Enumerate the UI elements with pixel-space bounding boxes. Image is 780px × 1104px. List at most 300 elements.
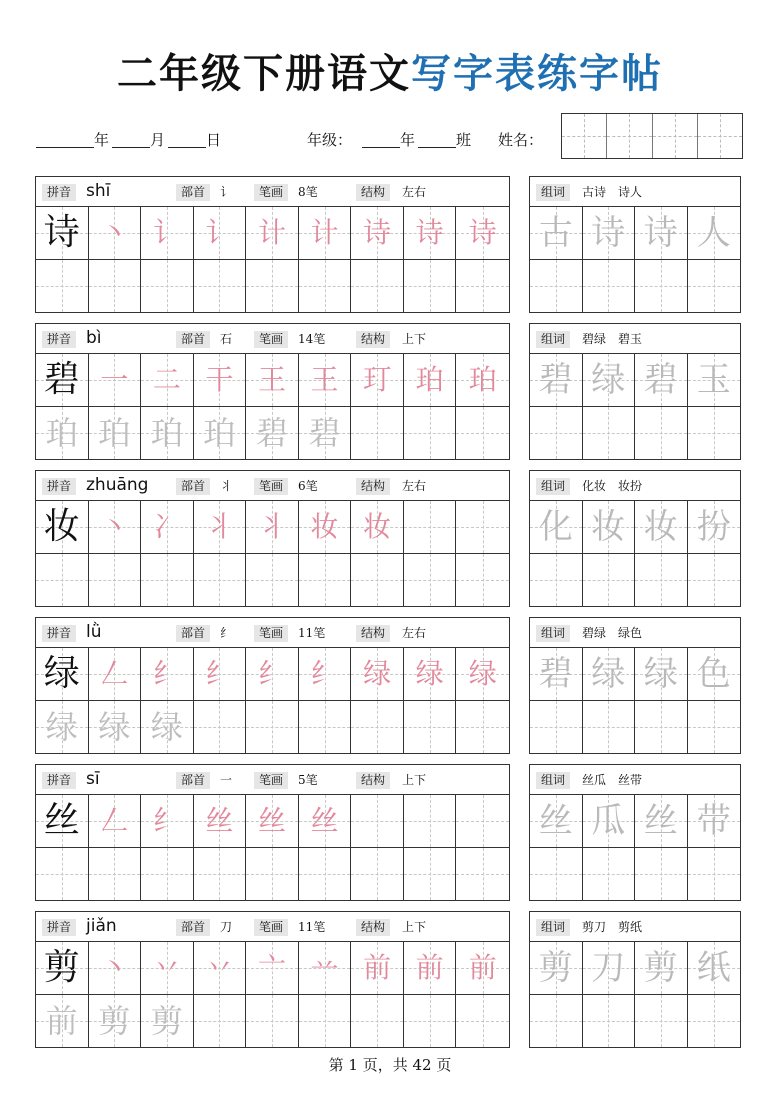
stroke-step-glyph: 碧 — [308, 413, 341, 452]
practice-cell[interactable] — [89, 207, 142, 260]
char-info-header — [36, 765, 509, 795]
radical-value: 讠 — [220, 185, 233, 199]
stroke-step-glyph: 绿 — [150, 707, 183, 746]
practice-cell[interactable] — [36, 207, 89, 260]
practice-cell[interactable] — [456, 207, 509, 260]
word-practice-panel — [529, 764, 741, 901]
stroke-step-glyph: 纟 — [257, 656, 286, 690]
words-label: 组词 — [536, 331, 570, 348]
class-blank[interactable] — [418, 147, 456, 148]
stroke-step-glyph: 绿 — [415, 656, 444, 690]
practice-cell[interactable] — [246, 260, 299, 313]
practice-cell[interactable] — [36, 848, 89, 901]
practice-cell[interactable] — [141, 795, 194, 848]
practice-cell[interactable] — [456, 795, 509, 848]
radical-value: 纟 — [220, 626, 233, 640]
word-cell[interactable] — [530, 995, 583, 1048]
practice-cell[interactable] — [246, 554, 299, 607]
char-info-header — [36, 618, 509, 648]
practice-cell[interactable] — [246, 995, 299, 1048]
stroke-step-glyph: 二 — [152, 362, 181, 396]
practice-cell[interactable] — [299, 354, 352, 407]
word-cell[interactable] — [635, 407, 688, 460]
practice-cell[interactable] — [36, 354, 89, 407]
pinyin-label: 拼音 — [42, 331, 76, 348]
practice-cell[interactable] — [351, 354, 404, 407]
word-cell[interactable] — [583, 260, 636, 313]
stroke-step-glyph: 前 — [468, 950, 497, 984]
practice-cell[interactable] — [141, 501, 194, 554]
word-cell[interactable] — [530, 701, 583, 754]
practice-cell[interactable] — [89, 795, 142, 848]
practice-cell[interactable] — [246, 942, 299, 995]
practice-cell[interactable] — [404, 795, 457, 848]
word-cell[interactable] — [530, 354, 583, 407]
word-trace-glyph: 碧 — [643, 359, 678, 400]
stroke-step-glyph: 讠 — [152, 215, 181, 249]
pinyin-value: lǜ — [86, 622, 102, 642]
char-info-header — [36, 912, 509, 942]
practice-cell[interactable] — [194, 795, 247, 848]
practice-cell[interactable] — [194, 260, 247, 313]
practice-cell[interactable] — [141, 407, 194, 460]
practice-cell[interactable] — [299, 207, 352, 260]
word-cell[interactable] — [635, 501, 688, 554]
word-cell[interactable] — [583, 848, 636, 901]
word-cell[interactable] — [530, 648, 583, 701]
word-cell[interactable] — [688, 260, 741, 313]
practice-cell[interactable] — [141, 701, 194, 754]
practice-cell[interactable] — [89, 942, 142, 995]
practice-cell[interactable] — [404, 354, 457, 407]
word-cell[interactable] — [583, 648, 636, 701]
word-cell[interactable] — [688, 848, 741, 901]
structure-value: 左右 — [402, 185, 427, 199]
pinyin-label: 拼音 — [42, 625, 76, 642]
practice-cell[interactable] — [404, 407, 457, 460]
stroke-step-glyph: 丶 — [100, 215, 129, 249]
word-cell[interactable] — [635, 848, 688, 901]
practice-cell[interactable] — [246, 207, 299, 260]
word-cell[interactable] — [530, 942, 583, 995]
char-info-header — [36, 471, 509, 501]
name-writing-box[interactable] — [561, 113, 743, 159]
practice-cell[interactable] — [299, 701, 352, 754]
word-practice-panel — [529, 470, 741, 607]
radical-value: 一 — [220, 773, 233, 787]
word-trace-glyph: 妆 — [591, 506, 626, 547]
words-header — [530, 618, 740, 648]
word-trace-glyph: 瓜 — [591, 800, 626, 841]
stroke-count-label: 笔画 — [254, 331, 288, 348]
word-trace-glyph: 刀 — [591, 947, 626, 988]
stroke-step-glyph: 前 — [363, 950, 392, 984]
structure-value: 左右 — [402, 479, 427, 493]
words-label: 组词 — [536, 625, 570, 642]
character-block — [35, 911, 741, 1048]
practice-cell[interactable] — [404, 942, 457, 995]
stroke-step-glyph: 玎 — [363, 362, 392, 396]
radical-label: 部首 — [176, 478, 210, 495]
practice-cell[interactable] — [194, 354, 247, 407]
practice-cell[interactable] — [299, 554, 352, 607]
practice-cell[interactable] — [404, 995, 457, 1048]
words-value: 剪刀 剪纸 — [582, 920, 643, 934]
stroke-practice-panel — [35, 911, 510, 1048]
word-trace-glyph: 剪 — [643, 947, 678, 988]
stroke-count-value: 6笔 — [298, 479, 318, 493]
word-trace-glyph: 妆 — [643, 506, 678, 547]
stroke-step-glyph: 丶 — [100, 950, 129, 984]
word-trace-glyph: 绿 — [591, 359, 626, 400]
practice-cell[interactable] — [456, 554, 509, 607]
practice-cell[interactable] — [89, 501, 142, 554]
practice-cell[interactable] — [351, 995, 404, 1048]
stroke-count-label: 笔画 — [254, 919, 288, 936]
word-cell[interactable] — [635, 207, 688, 260]
practice-cell[interactable] — [141, 554, 194, 607]
stroke-count-value: 8笔 — [298, 185, 318, 199]
practice-cell[interactable] — [404, 554, 457, 607]
practice-cell[interactable] — [299, 942, 352, 995]
word-cell[interactable] — [688, 701, 741, 754]
practice-cell[interactable] — [456, 501, 509, 554]
practice-cell[interactable] — [194, 554, 247, 607]
structure-value: 左右 — [402, 626, 427, 640]
stroke-step-glyph: 计 — [257, 215, 286, 249]
character-block — [35, 176, 741, 313]
radical-label: 部首 — [176, 625, 210, 642]
page-footer: 第 1 页，共 42 页 — [328, 1056, 452, 1074]
practice-cell[interactable] — [246, 407, 299, 460]
character-block — [35, 764, 741, 901]
practice-cell[interactable] — [89, 554, 142, 607]
stroke-practice-panel — [35, 470, 510, 607]
student-info-row — [36, 128, 556, 152]
word-cell[interactable] — [688, 554, 741, 607]
practice-cell[interactable] — [194, 848, 247, 901]
practice-cell[interactable] — [456, 942, 509, 995]
pinyin-label: 拼音 — [42, 184, 76, 201]
practice-cell[interactable] — [351, 407, 404, 460]
practice-cell[interactable] — [456, 354, 509, 407]
word-trace-glyph: 带 — [696, 800, 731, 841]
words-header — [530, 177, 740, 207]
stroke-step-glyph: 前 — [415, 950, 444, 984]
word-cell[interactable] — [688, 407, 741, 460]
word-cell[interactable] — [635, 942, 688, 995]
radical-label: 部首 — [176, 331, 210, 348]
title-part-1: 二年级下册语文 — [117, 51, 411, 97]
practice-cell[interactable] — [141, 260, 194, 313]
word-trace-glyph: 绿 — [591, 653, 626, 694]
word-trace-glyph: 人 — [696, 212, 731, 253]
word-cell[interactable] — [583, 995, 636, 1048]
practice-cell[interactable] — [351, 848, 404, 901]
practice-cell[interactable] — [456, 648, 509, 701]
stroke-step-glyph: 珀 — [150, 413, 183, 452]
practice-cell[interactable] — [194, 407, 247, 460]
practice-cell[interactable] — [36, 995, 89, 1048]
practice-cell[interactable] — [246, 848, 299, 901]
char-info-header — [36, 177, 509, 207]
word-trace-glyph: 诗 — [643, 212, 678, 253]
practice-cell[interactable] — [351, 942, 404, 995]
practice-cell[interactable] — [141, 995, 194, 1048]
word-trace-glyph: 扮 — [696, 506, 731, 547]
practice-cell[interactable] — [36, 501, 89, 554]
word-practice-panel — [529, 911, 741, 1048]
practice-cell[interactable] — [36, 648, 89, 701]
words-value: 古诗 诗人 — [582, 185, 643, 199]
practice-cell[interactable] — [404, 260, 457, 313]
word-trace-glyph: 剪 — [538, 947, 573, 988]
stroke-step-glyph: 计 — [310, 215, 339, 249]
stroke-step-glyph: 珀 — [98, 413, 131, 452]
stroke-count-value: 5笔 — [298, 773, 318, 787]
word-cell[interactable] — [688, 795, 741, 848]
model-character: 丝 — [43, 799, 80, 841]
stroke-count-label: 笔画 — [254, 625, 288, 642]
model-character: 剪 — [43, 946, 80, 988]
word-cell[interactable] — [635, 554, 688, 607]
practice-cell[interactable] — [141, 207, 194, 260]
stroke-step-glyph: 亠 — [257, 950, 286, 984]
word-trace-glyph: 碧 — [538, 653, 573, 694]
practice-cell[interactable] — [351, 207, 404, 260]
practice-cell[interactable] — [194, 648, 247, 701]
pinyin-value: zhuāng — [86, 475, 149, 495]
stroke-step-glyph: 妆 — [363, 509, 392, 543]
practice-cell[interactable] — [141, 848, 194, 901]
word-cell[interactable] — [635, 995, 688, 1048]
practice-cell[interactable] — [456, 407, 509, 460]
practice-cell[interactable] — [194, 701, 247, 754]
structure-value: 上下 — [402, 332, 427, 346]
pinyin-value: jiǎn — [86, 916, 117, 936]
year-blank[interactable] — [36, 147, 94, 148]
practice-cell[interactable] — [351, 701, 404, 754]
grade-blank[interactable] — [362, 147, 400, 148]
stroke-step-glyph: 绿 — [468, 656, 497, 690]
month-blank[interactable] — [112, 147, 150, 148]
word-cell[interactable] — [635, 795, 688, 848]
stroke-step-glyph: 诗 — [468, 215, 497, 249]
word-cell[interactable] — [688, 501, 741, 554]
structure-value: 上下 — [402, 920, 427, 934]
practice-cell[interactable] — [141, 354, 194, 407]
word-trace-glyph: 碧 — [538, 359, 573, 400]
stroke-practice-panel — [35, 617, 510, 754]
practice-cell[interactable] — [299, 995, 352, 1048]
stroke-step-glyph: 干 — [205, 362, 234, 396]
practice-cell[interactable] — [141, 648, 194, 701]
word-cell[interactable] — [688, 648, 741, 701]
practice-cell[interactable] — [456, 848, 509, 901]
word-trace-glyph: 纸 — [696, 947, 731, 988]
pinyin-label: 拼音 — [42, 478, 76, 495]
word-cell[interactable] — [688, 354, 741, 407]
practice-cell[interactable] — [36, 795, 89, 848]
practice-cell[interactable] — [89, 354, 142, 407]
practice-cell[interactable] — [456, 995, 509, 1048]
word-cell[interactable] — [583, 354, 636, 407]
practice-cell[interactable] — [404, 848, 457, 901]
practice-cell[interactable] — [89, 648, 142, 701]
practice-cell[interactable] — [89, 701, 142, 754]
name-cell[interactable] — [562, 114, 607, 158]
practice-cell[interactable] — [194, 942, 247, 995]
stroke-step-glyph: 䒑 — [310, 950, 339, 984]
practice-cell[interactable] — [89, 848, 142, 901]
word-cell[interactable] — [530, 554, 583, 607]
practice-cell[interactable] — [36, 407, 89, 460]
practice-cell[interactable] — [246, 501, 299, 554]
words-value: 碧绿 绿色 — [582, 626, 643, 640]
word-trace-glyph: 化 — [538, 506, 573, 547]
day-blank[interactable] — [168, 147, 206, 148]
stroke-practice-panel — [35, 323, 510, 460]
word-cell[interactable] — [635, 354, 688, 407]
word-cell[interactable] — [530, 848, 583, 901]
word-cell[interactable] — [583, 554, 636, 607]
stroke-step-glyph: 剪 — [98, 1001, 131, 1040]
stroke-count-label: 笔画 — [254, 184, 288, 201]
word-cell[interactable] — [688, 942, 741, 995]
practice-cell[interactable] — [456, 701, 509, 754]
word-cell[interactable] — [530, 501, 583, 554]
words-label: 组词 — [536, 919, 570, 936]
practice-cell[interactable] — [246, 701, 299, 754]
practice-cell[interactable] — [89, 260, 142, 313]
word-cell[interactable] — [688, 995, 741, 1048]
word-cell[interactable] — [530, 407, 583, 460]
word-cell[interactable] — [583, 501, 636, 554]
practice-cell[interactable] — [299, 260, 352, 313]
practice-cell[interactable] — [246, 795, 299, 848]
stroke-step-glyph: 珀 — [45, 413, 78, 452]
stroke-step-glyph: 诗 — [363, 215, 392, 249]
practice-cell[interactable] — [404, 701, 457, 754]
words-value: 丝瓜 丝带 — [582, 773, 643, 787]
practice-cell[interactable] — [36, 554, 89, 607]
word-cell[interactable] — [583, 795, 636, 848]
pinyin-value: sī — [86, 769, 100, 789]
practice-cell[interactable] — [351, 554, 404, 607]
words-header — [530, 765, 740, 795]
word-cell[interactable] — [583, 701, 636, 754]
grade-label: 年级： — [307, 131, 353, 149]
structure-label: 结构 — [356, 919, 390, 936]
model-character: 绿 — [43, 652, 80, 694]
practice-cell[interactable] — [299, 848, 352, 901]
practice-cell[interactable] — [299, 648, 352, 701]
practice-cell[interactable] — [89, 407, 142, 460]
practice-cell[interactable] — [351, 260, 404, 313]
word-practice-panel — [529, 323, 741, 460]
practice-cell[interactable] — [404, 648, 457, 701]
practice-cell[interactable] — [89, 995, 142, 1048]
practice-cell[interactable] — [299, 407, 352, 460]
word-practice-panel — [529, 176, 741, 313]
practice-cell[interactable] — [194, 207, 247, 260]
word-cell[interactable] — [583, 407, 636, 460]
word-cell[interactable] — [688, 207, 741, 260]
stroke-step-glyph: 王 — [257, 362, 286, 396]
stroke-step-glyph: 王 — [310, 362, 339, 396]
words-label: 组词 — [536, 772, 570, 789]
stroke-step-glyph: 讠 — [205, 215, 234, 249]
stroke-count-value: 11笔 — [298, 626, 326, 640]
words-value: 化妆 妆扮 — [582, 479, 643, 493]
radical-label: 部首 — [176, 184, 210, 201]
name-cell[interactable] — [653, 114, 698, 158]
words-header — [530, 471, 740, 501]
word-trace-glyph: 丝 — [643, 800, 678, 841]
stroke-step-glyph: 珀 — [415, 362, 444, 396]
practice-cell[interactable] — [36, 701, 89, 754]
stroke-practice-panel — [35, 176, 510, 313]
stroke-step-glyph: 纟 — [152, 803, 181, 837]
practice-cell[interactable] — [246, 648, 299, 701]
practice-cell[interactable] — [194, 995, 247, 1048]
word-cell[interactable] — [530, 795, 583, 848]
character-block — [35, 323, 741, 460]
practice-cell[interactable] — [36, 942, 89, 995]
name-cell[interactable] — [698, 114, 742, 158]
practice-cell[interactable] — [299, 795, 352, 848]
structure-value: 上下 — [402, 773, 427, 787]
name-cell[interactable] — [607, 114, 652, 158]
words-header — [530, 324, 740, 354]
stroke-step-glyph: 丝 — [257, 803, 286, 837]
practice-cell[interactable] — [246, 354, 299, 407]
pinyin-label: 拼音 — [42, 772, 76, 789]
char-info-header — [36, 324, 509, 354]
radical-value: 刀 — [220, 920, 233, 934]
word-cell[interactable] — [583, 207, 636, 260]
stroke-count-label: 笔画 — [254, 478, 288, 495]
stroke-step-glyph: 剪 — [150, 1001, 183, 1040]
practice-cell[interactable] — [299, 501, 352, 554]
words-header — [530, 912, 740, 942]
practice-cell[interactable] — [351, 795, 404, 848]
stroke-step-glyph: 诗 — [415, 215, 444, 249]
stroke-step-glyph: 丝 — [310, 803, 339, 837]
stroke-step-glyph: 珀 — [468, 362, 497, 396]
word-cell[interactable] — [635, 648, 688, 701]
practice-cell[interactable] — [351, 501, 404, 554]
practice-cell[interactable] — [194, 501, 247, 554]
practice-cell[interactable] — [141, 942, 194, 995]
practice-cell[interactable] — [36, 260, 89, 313]
practice-cell[interactable] — [456, 260, 509, 313]
stroke-step-glyph: 碧 — [255, 413, 288, 452]
word-cell[interactable] — [583, 942, 636, 995]
radical-value: 石 — [220, 332, 233, 346]
practice-cell[interactable] — [404, 207, 457, 260]
word-cell[interactable] — [635, 701, 688, 754]
word-cell[interactable] — [635, 260, 688, 313]
practice-cell[interactable] — [351, 648, 404, 701]
stroke-step-glyph: 绿 — [45, 707, 78, 746]
word-cell[interactable] — [530, 207, 583, 260]
practice-cell[interactable] — [404, 501, 457, 554]
stroke-count-label: 笔画 — [254, 772, 288, 789]
stroke-count-value: 14笔 — [298, 332, 326, 346]
word-cell[interactable] — [530, 260, 583, 313]
class-unit: 班 — [456, 131, 472, 149]
